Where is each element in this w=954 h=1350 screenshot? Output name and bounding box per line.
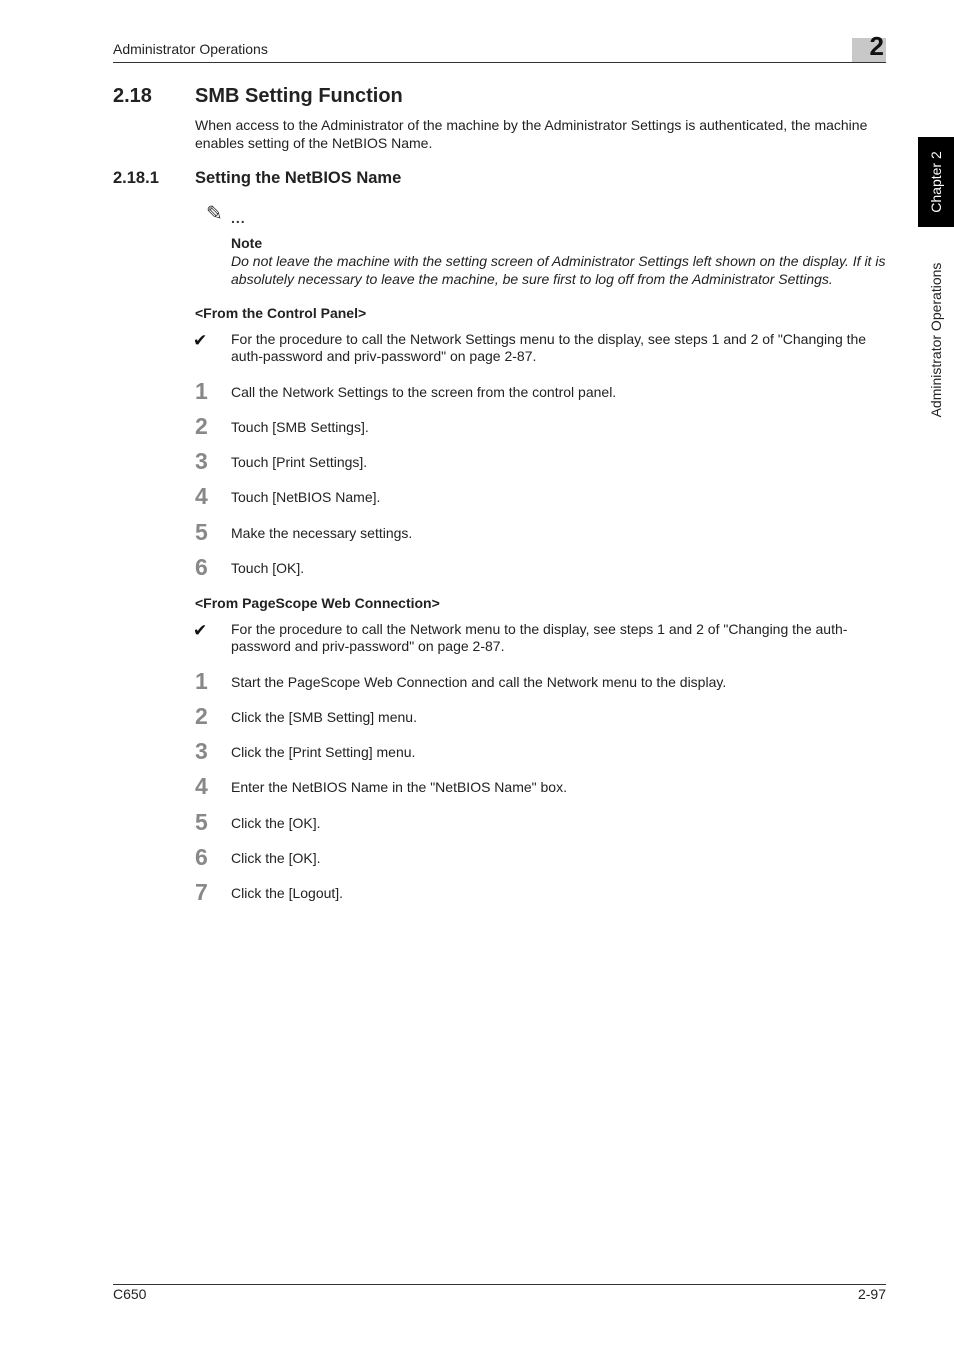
section-number: 2.18: [113, 85, 152, 107]
note-text: Do not leave the machine with the setting screen of Administrator Settings left shown on the display. If it is absolutely necessary to leave the machine, be sure first to log off from the Administrator Settings.: [231, 253, 886, 287]
checkmark-icon: ✔: [193, 621, 208, 640]
step-text: Click the [Logout].: [231, 885, 344, 901]
step-text: Touch [NetBIOS Name].: [231, 489, 381, 505]
control-panel-prerequisite: For the procedure to call the Network Settings menu to the display, see steps 1 and 2 of "Changing the auth-password and priv-password" on page 2-87.: [231, 331, 867, 364]
subsection-number: 2.18.1: [113, 169, 159, 187]
step-text: Click the [Print Setting] menu.: [231, 744, 416, 760]
subsection-title: Setting the NetBIOS Name: [195, 169, 402, 187]
section-side-label-wrap: [918, 240, 954, 440]
footer-page-number: 2-97: [857, 1286, 886, 1302]
step-number: 6: [195, 554, 208, 580]
web-connection-prerequisite: For the procedure to call the Network menu to the display, see steps 1 and 2 of "Changing the auth-password and priv-password" on page 2-87.: [231, 621, 848, 654]
step-text: Click the [OK].: [231, 850, 321, 866]
step-number: 6: [195, 844, 208, 870]
pencil-note-icon: ✎: [206, 203, 223, 225]
step-text: Click the [OK].: [231, 815, 321, 831]
footer-rule: [113, 1284, 886, 1285]
section-side-label: Administrator Operations: [928, 262, 944, 418]
step-text: Start the PageScope Web Connection and call the Network menu to the display.: [231, 674, 727, 690]
step-text: Touch [Print Settings].: [231, 454, 368, 470]
note-dots-icon: ...: [231, 210, 246, 226]
step-number: 1: [195, 668, 208, 694]
step-number: 5: [195, 809, 208, 835]
step-text: Enter the NetBIOS Name in the "NetBIOS Name" box.: [231, 779, 567, 795]
chapter-side-tab: [918, 137, 954, 227]
note-label: Note: [231, 235, 263, 251]
step-number: 7: [195, 879, 208, 905]
web-connection-heading: <From PageScope Web Connection>: [195, 595, 440, 611]
step-number: 5: [195, 519, 208, 545]
control-panel-heading: <From the Control Panel>: [195, 305, 367, 321]
step-number: 2: [195, 413, 208, 439]
step-text: Touch [OK].: [231, 560, 305, 576]
section-title: SMB Setting Function: [195, 85, 403, 107]
step-number: 1: [195, 378, 208, 404]
chapter-number-box: [852, 31, 886, 62]
step-number: 2: [195, 703, 208, 729]
header-rule: [113, 62, 886, 63]
running-header-title: Administrator Operations: [113, 41, 268, 57]
chapter-number: 2: [869, 31, 884, 61]
step-text: Call the Network Settings to the screen from the control panel.: [231, 384, 617, 400]
checkmark-icon: ✔: [193, 331, 208, 350]
step-text: Touch [SMB Settings].: [231, 419, 369, 435]
chapter-side-tab-label: Chapter 2: [928, 151, 944, 213]
step-number: 4: [195, 483, 208, 509]
footer-model: C650: [113, 1286, 147, 1302]
step-number: 4: [195, 773, 208, 799]
step-number: 3: [195, 738, 208, 764]
step-text: Click the [SMB Setting] menu.: [231, 709, 417, 725]
step-text: Make the necessary settings.: [231, 525, 413, 541]
section-intro: When access to the Administrator of the machine by the Administrator Settings is authenticated, the machine enables setting of the NetBIOS Name.: [195, 117, 868, 151]
step-number: 3: [195, 448, 208, 474]
